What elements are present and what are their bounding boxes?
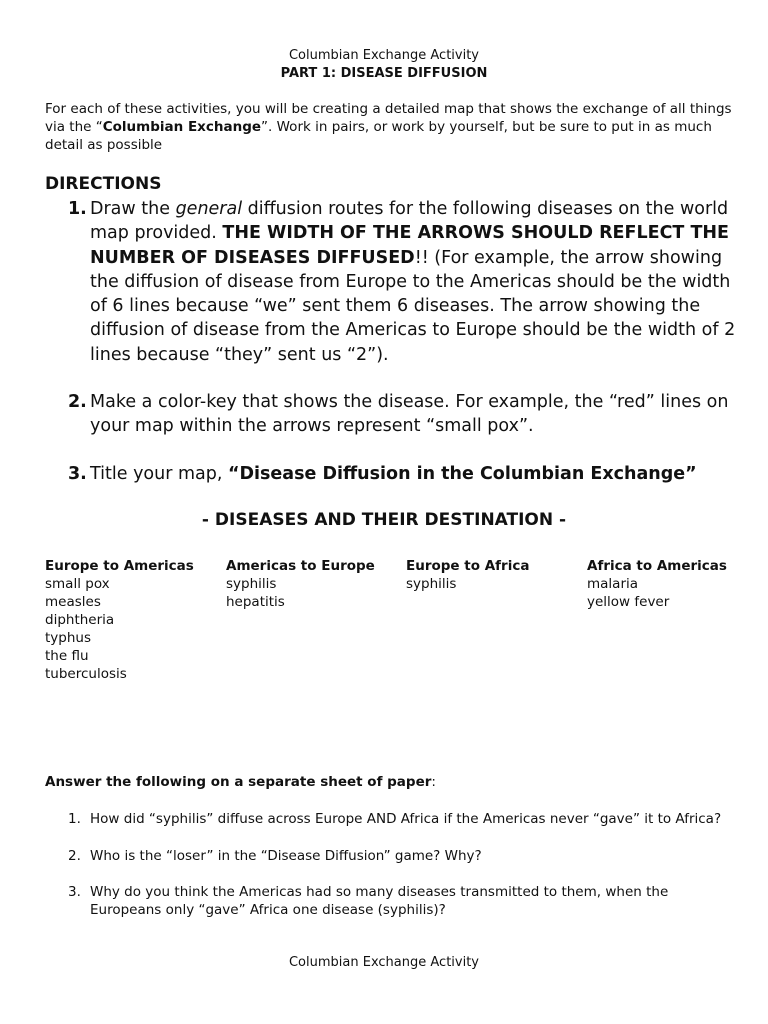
question-3 xyxy=(68,883,738,919)
intro-text-end: ”. Work in pairs, or work by yourself, but be sure to put in as much detail as possible xyxy=(45,119,712,153)
list-item: syphilis xyxy=(226,576,277,592)
list-item: tuberculosis xyxy=(45,666,127,682)
question-2 xyxy=(68,847,738,865)
column-header: Americas to Europe xyxy=(226,558,375,574)
document-title: Columbian Exchange Activity xyxy=(288,48,480,63)
intro-bold-term: Columbian Exchange xyxy=(102,119,262,135)
intro-text-start: For each of these activities, you will be creating a detailed map that shows the exchange of all things via the “ xyxy=(45,101,732,135)
question-text: Who is the “loser” in the “Disease Diffusion” game? Why? xyxy=(90,848,482,864)
question-number: 2. xyxy=(68,848,81,864)
question-text: Why do you think the Americas had so many diseases transmitted to them, when the Europeans only “gave” Africa one disease (syphilis)? xyxy=(90,884,669,918)
step-text-bold: “Disease Diffusion in the Columbian Exchange” xyxy=(227,464,697,484)
step-text: Make a color-key that shows the disease. For example, the “red” lines on your map within the arrows represent “small pox”. xyxy=(90,392,729,437)
directions-heading: DIRECTIONS xyxy=(45,174,162,194)
column-header: Europe to Americas xyxy=(45,558,194,574)
step-text-part: Title your map, xyxy=(90,464,228,484)
step-text xyxy=(90,197,738,367)
list-item: malaria xyxy=(587,576,639,592)
disease-column-africa-to-americas xyxy=(587,557,727,611)
list-item: small pox xyxy=(45,576,110,592)
direction-step-3 xyxy=(68,462,738,486)
step-text-part: diffusion routes for the following diseases on the world map provided. xyxy=(90,199,729,244)
step-text xyxy=(90,462,738,486)
question-number: 3. xyxy=(68,884,81,900)
question-1 xyxy=(68,810,738,828)
list-item: the flu xyxy=(45,648,89,664)
questions-heading-colon: : xyxy=(431,774,436,790)
questions-heading xyxy=(45,774,436,790)
disease-column-europe-to-americas xyxy=(45,557,194,683)
question-number: 1. xyxy=(68,811,81,827)
step-text-bold: THE WIDTH OF THE ARROWS SHOULD REFLECT THE NUMBER OF DISEASES DIFFUSED xyxy=(90,223,729,268)
step-text-part: !! (For example, the arrow showing the diffusion of disease from Europe to the Americas should be the width of 6 lines because “we” sent them 6 diseases. The arrow showing the diffusion of disease from the Americas to Europe should be the width of 2 lines because “they” sent us “2”). xyxy=(90,247,736,365)
step-text-part: Draw the xyxy=(90,199,176,219)
list-item: syphilis xyxy=(406,576,457,592)
step-number: 2. xyxy=(68,392,87,412)
column-header: Europe to Africa xyxy=(406,558,530,574)
list-item: yellow fever xyxy=(587,594,670,610)
direction-step-2 xyxy=(68,390,738,439)
step-number: 3. xyxy=(68,464,87,484)
column-header: Africa to Americas xyxy=(587,558,727,574)
part-title: PART 1: DISEASE DIFFUSION xyxy=(280,66,488,81)
list-item: measles xyxy=(45,594,101,610)
question-text: How did “syphilis” diffuse across Europe AND Africa if the Americas never “gave” it to Africa? xyxy=(90,811,722,827)
questions-heading-bold: Answer the following on a separate sheet of paper xyxy=(45,774,432,790)
list-item: typhus xyxy=(45,630,91,646)
diseases-heading: - DISEASES AND THEIR DESTINATION - xyxy=(201,510,567,530)
step-number: 1. xyxy=(68,199,87,219)
step-text-italic: general xyxy=(175,199,243,219)
intro-paragraph xyxy=(45,100,735,154)
direction-step-1 xyxy=(68,197,738,367)
list-item: diphtheria xyxy=(45,612,115,628)
disease-column-americas-to-europe xyxy=(226,557,375,611)
list-item: hepatitis xyxy=(226,594,285,610)
disease-column-europe-to-africa xyxy=(406,557,529,593)
page-footer: Columbian Exchange Activity xyxy=(288,955,480,970)
